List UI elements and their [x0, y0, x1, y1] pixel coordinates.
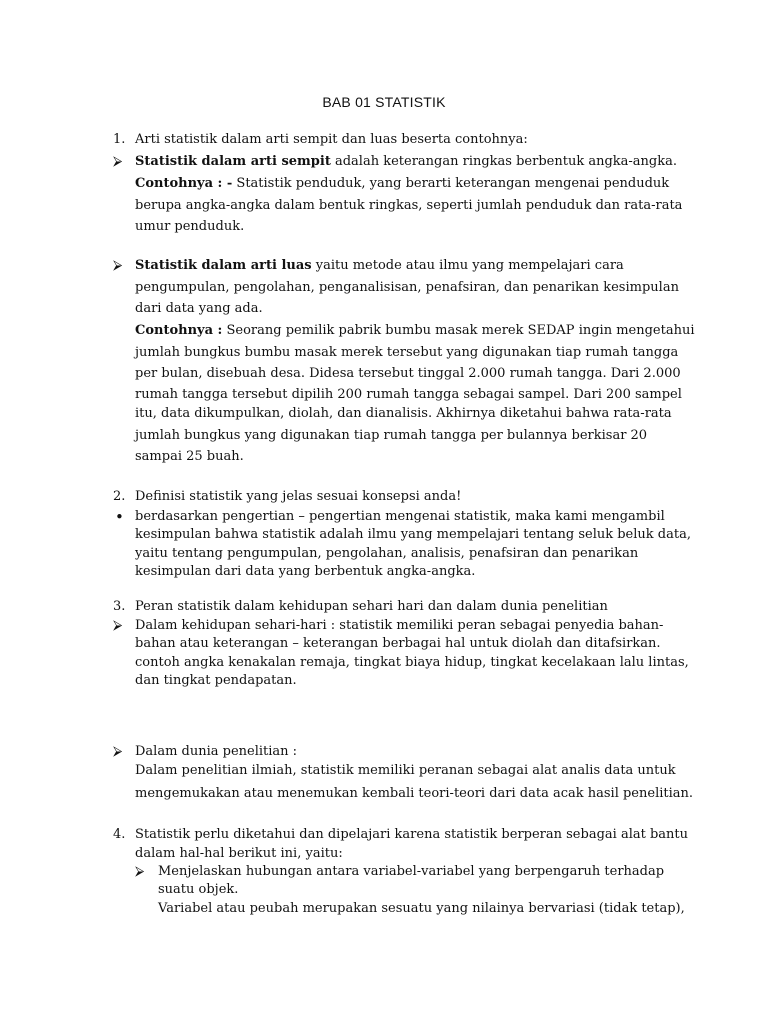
question-2-number: 2. — [113, 489, 126, 504]
sempit-example-line — [135, 173, 669, 195]
luas-example-line — [135, 320, 695, 342]
question-3-number: 3. — [113, 599, 126, 614]
sempit-term: Statistik dalam arti sempit — [135, 154, 331, 169]
research-line: mengemukakan atau menemukan kembali teori-teori dari data acak hasil penelitian. — [135, 786, 694, 801]
sempit-definition — [135, 151, 677, 173]
question-3-text: Peran statistik dalam kehidupan sehari hari dan dalam dunia penelitian — [135, 599, 608, 614]
dot-bullet-icon: • — [115, 508, 124, 526]
daily-life-line: bahan atau keterangan – keterangan berbagai hal untuk diolah dan ditafsirkan. — [135, 636, 661, 651]
arrow-bullet-icon: ⮚ — [113, 154, 123, 169]
sempit-text: adalah keterangan ringkas berbentuk angka-angka. — [330, 154, 678, 169]
daily-life-line: dan tingkat pendapatan. — [135, 673, 297, 688]
luas-example-line: jumlah bungkus yang digunakan tiap rumah tangga per bulannya berkisar 20 — [135, 428, 648, 443]
question-4-item-line: suatu objek. — [158, 882, 239, 897]
question-2-answer-line: kesimpulan dari data yang berbentuk angka-angka. — [135, 564, 476, 579]
luas-definition — [135, 255, 624, 277]
question-4-text: dalam hal-hal berikut ini, yaitu: — [135, 846, 343, 861]
page-title: BAB 01 STATISTIK — [322, 94, 446, 110]
arrow-bullet-icon: ⮚ — [135, 864, 145, 879]
question-1-text: Arti statistik dalam arti sempit dan luas beserta contohnya: — [135, 132, 528, 147]
question-1-number: 1. — [113, 132, 126, 147]
sempit-example-text: Statistik penduduk, yang berarti keterangan mengenai penduduk — [232, 176, 670, 191]
question-2-answer-line: yaitu tentang pengumpulan, pengolahan, analisis, penafsiran dan penarikan — [135, 546, 639, 561]
sempit-example-label: Contohnya : - — [135, 176, 233, 191]
luas-line: pengumpulan, pengolahan, penganalisisan, penafsiran, dan penarikan kesimpulan — [135, 280, 679, 295]
question-4-number: 4. — [113, 827, 126, 842]
daily-life-line: Dalam kehidupan sehari-hari : statistik memiliki peran sebagai penyedia bahan- — [135, 618, 664, 633]
arrow-bullet-icon: ⮚ — [113, 618, 123, 633]
daily-life-line: contoh angka kenakalan remaja, tingkat biaya hidup, tingkat kecelakaan lalu lintas, — [135, 655, 689, 670]
sempit-example-line: berupa angka-angka dalam bentuk ringkas, seperti jumlah penduduk dan rata-rata — [135, 198, 683, 213]
question-4-item-line: Variabel atau peubah merupakan sesuatu yang nilainya bervariasi (tidak tetap), — [158, 901, 685, 916]
luas-term: Statistik dalam arti luas — [135, 258, 312, 273]
sempit-example-line: umur penduduk. — [135, 219, 245, 234]
luas-example-line: jumlah bungkus bumbu masak merek tersebut yang digunakan tiap rumah tangga — [135, 345, 679, 360]
question-2-answer-line: berdasarkan pengertian – pengertian mengenai statistik, maka kami mengambil — [135, 509, 665, 524]
research-line: Dalam penelitian ilmiah, statistik memiliki peranan sebagai alat analis data untuk — [135, 763, 676, 778]
question-4-item-line: Menjelaskan hubungan antara variabel-variabel yang berpengaruh terhadap — [158, 864, 665, 879]
research-heading: Dalam dunia penelitian : — [135, 744, 298, 759]
luas-example-line: sampai 25 buah. — [135, 449, 244, 464]
question-2-text: Definisi statistik yang jelas sesuai konsepsi anda! — [135, 489, 462, 504]
arrow-bullet-icon: ⮚ — [113, 258, 123, 273]
luas-example-line: per bulan, disebuah desa. Didesa tersebut tinggal 2.000 rumah tangga. Dari 2.000 — [135, 366, 681, 381]
luas-example-label: Contohnya : — [135, 323, 223, 338]
luas-text: yaitu metode atau ilmu yang mempelajari cara — [311, 258, 624, 273]
question-2-answer-line: kesimpulan bahwa statistik adalah ilmu yang mempelajari tentang seluk beluk data, — [135, 527, 691, 542]
luas-example-line: itu, data dikumpulkan, diolah, dan dianalisis. Akhirnya diketahui bahwa rata-rata — [135, 406, 672, 421]
question-4-text: Statistik perlu diketahui dan dipelajari karena statistik berperan sebagai alat bantu — [135, 827, 688, 842]
luas-line: dari data yang ada. — [135, 301, 263, 316]
luas-example-line: rumah tangga tersebut dipilih 200 rumah tangga sebagai sampel. Dari 200 sampel — [135, 387, 682, 402]
arrow-bullet-icon: ⮚ — [113, 744, 123, 759]
luas-example-text: Seorang pemilik pabrik bumbu masak merek SEDAP ingin mengetahui — [222, 323, 695, 338]
